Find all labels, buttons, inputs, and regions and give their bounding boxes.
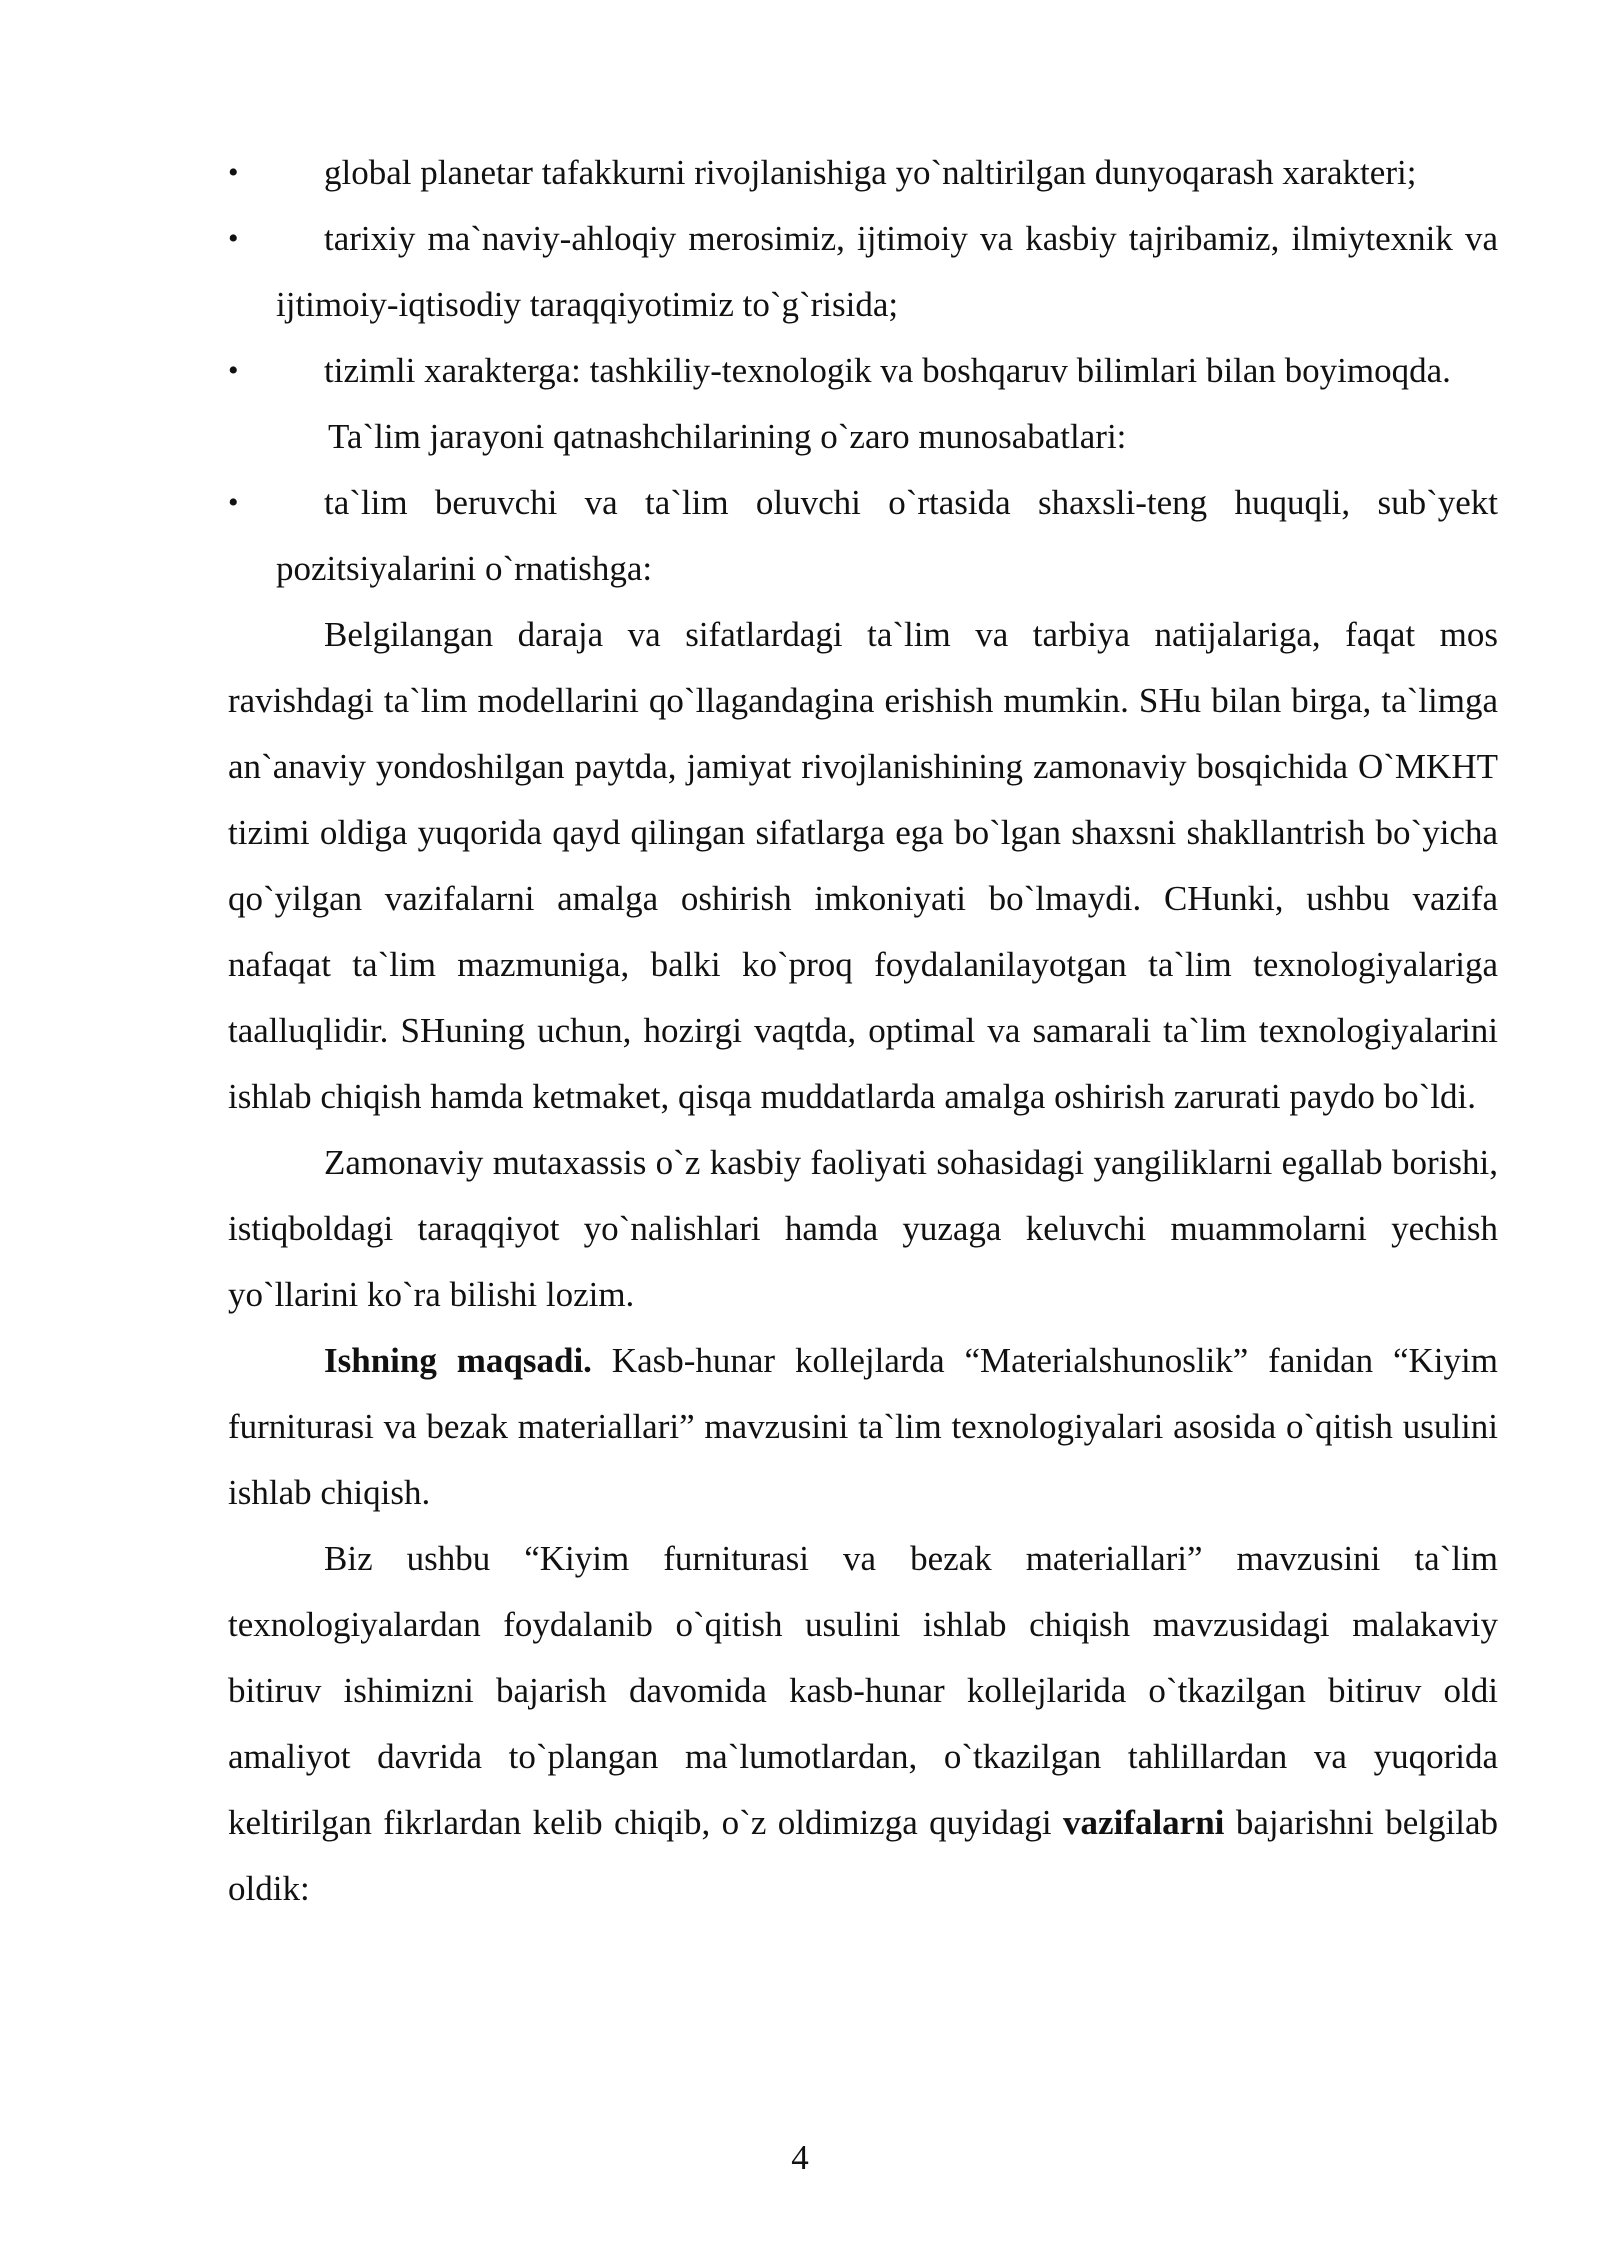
document-page: [228, 140, 1498, 1922]
tasks-text-before: Biz ushbu “Kiyim furniturasi va bezak materiallari” mavzusini ta`lim texnologiyalardan foydalanib o`qitish usulini ishlab chiqish mavzusidagi malakaviy bitiruv ishimizni bajarish davomida kasb-hunar kollejlarida o`tkazilgan bitiruv oldi amaliyot davrida to`plangan ma`lumotlardan, o`tkazilgan tahlillardan va yuqorida keltirilgan fikrlardan kelib chiqib, o`z oldimizga quyidagi: [228, 1539, 1498, 1842]
bullet-text: tarixiy ma`naviy-ahloqiy merosimiz, ijtimoiy va kasbiy tajribamiz, ilmiytexnik va ijtimoiy-iqtisodiy taraqqiyotimiz to`g`risida;: [276, 219, 1498, 324]
bullet-text: global planetar tafakkurni rivojlanishiga yo`naltirilgan dunyoqarash xarakteri;: [324, 153, 1417, 192]
bullet-item-systemic: [228, 338, 1498, 404]
paragraph-goal: [228, 1328, 1498, 1526]
relations-heading: Ta`lim jarayoni qatnashchilarining o`zaro munosabatlari:: [328, 417, 1127, 456]
bullet-text: ta`lim beruvchi va ta`lim oluvchi o`rtasida shaxsli-teng huquqli, sub`yekt pozitsiyalarini o`rnatishga:: [276, 483, 1498, 588]
bullet-item-heritage: [228, 206, 1498, 338]
bullet-text: tizimli xarakterga: tashkiliy-texnologik va boshqaruv bilimlari bilan boyimoqda.: [324, 351, 1451, 390]
paragraph-tasks: [228, 1526, 1498, 1922]
bullet-icon: •: [228, 354, 239, 387]
bullet-icon: •: [228, 156, 239, 189]
goal-label: Ishning maqsadi.: [324, 1341, 592, 1380]
paragraph-education-models: Belgilangan daraja va sifatlardagi ta`lim va tarbiya natijalariga, faqat mos ravishdagi ta`lim modellarini qo`llagandagina erishish mumkin. SHu bilan birga, ta`limga an`anaviy yondoshilgan paytda, jamiyat rivojlanishining zamonaviy bosqichida O`MKHT tizimi oldiga yuqorida qayd qilingan sifatlarga ega bo`lgan shaxsni shakllantrish bo`yicha qo`yilgan vazifalarni amalga oshirish imkoniyati bo`lmaydi. CHunki, ushbu vazifa nafaqat ta`lim mazmuniga, balki ko`proq foydalanilayotgan ta`lim texnologiyalariga taalluqlidir. SHuning uchun, hozirgi vaqtda, optimal va samarali ta`lim texnologiyalarini ishlab chiqish hamda ketmaket, qisqa muddatlarda amalga oshirish zarurati paydo bo`ldi.: [228, 615, 1498, 1116]
bullet-icon: •: [228, 222, 239, 255]
bullet-item-worldview: [228, 140, 1498, 206]
page-number: 4: [791, 2138, 809, 2177]
paragraph-modern-specialist: Zamonaviy mutaxassis o`z kasbiy faoliyati sohasidagi yangiliklarni egallab borishi, istiqboldagi taraqqiyot yo`nalishlari hamda yuzaga keluvchi muammolarni yechish yo`llarini ko`ra bilishi lozim.: [228, 1143, 1498, 1314]
tasks-text-after: bajarishni belgilab oldik:: [228, 1803, 1498, 1908]
tasks-bold-word: vazifalarni: [1063, 1803, 1225, 1842]
bullet-icon: •: [228, 486, 239, 519]
bullet-item-relations: [228, 470, 1498, 602]
goal-text: Kasb-hunar kollejlarda “Materialshunoslik” fanidan “Kiyim furniturasi va bezak materiallari” mavzusini ta`lim texnologiyalari asosida o`qitish usulini ishlab chiqish.: [228, 1341, 1498, 1512]
